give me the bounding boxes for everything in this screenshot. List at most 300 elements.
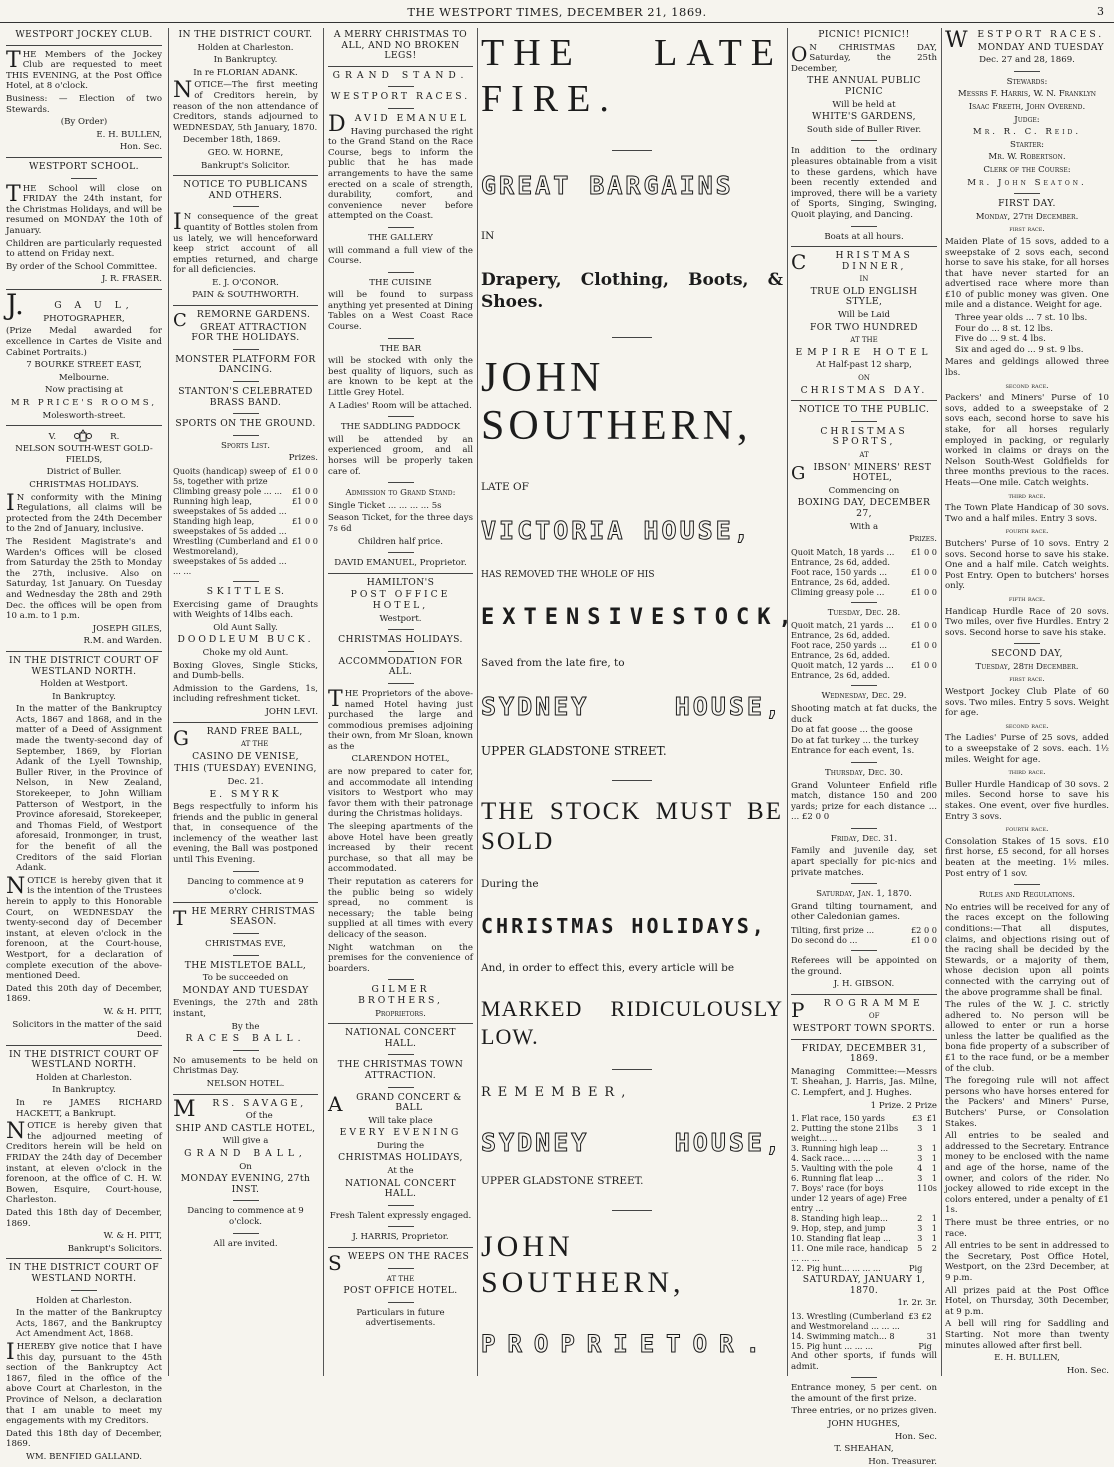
table-row: Climbing greasy pole ... ... £1 0 0 xyxy=(173,486,318,496)
in-text: IN xyxy=(481,230,495,242)
david-emanuel-signature: DAVID EMANUEL, Proprietor. xyxy=(334,558,467,569)
publicans-heading: NOTICE TO PUBLICANS AND OTHERS. xyxy=(183,179,308,201)
table-row: 8. Standing high leap... 2 1 xyxy=(791,1213,937,1224)
mrs-savage-dancing: Dancing to commence at 9 o'clock. xyxy=(187,1206,304,1227)
programme-signature: JOHN HUGHES, xyxy=(828,1418,900,1429)
westport-races-main-heading: WESTPORT RACES. xyxy=(945,28,1105,53)
table-row: 4. Sack race... ... ... 3 1 xyxy=(791,1153,937,1164)
cremorne-prize-table xyxy=(173,466,318,576)
stewards-names: Messrs F. Harris, W. N. Franklyn xyxy=(957,89,1097,100)
upper-gladstone-2: UPPER GLADSTONE STREET. xyxy=(481,1175,644,1187)
starter-name: Mr. W. Robertson. xyxy=(988,152,1066,163)
table-row: Quoit Match, 18 yards ... Entrance, 2s 6d, added. £1 0 0 xyxy=(791,546,937,567)
sports-with: With a xyxy=(849,521,879,532)
table-row: Wrestling (Cumberland and Westmoreland), sweepstakes of 5s added ... ... ... £1 0 0 xyxy=(173,536,318,576)
picnic-held: Will be held at xyxy=(832,99,896,110)
masthead xyxy=(0,0,1114,23)
court-3-held: Holden at Charleston. xyxy=(35,1295,133,1306)
race-3-heading: third race. xyxy=(1008,490,1046,500)
table-row: Quoit match, 12 yards ... Entrance, 2s 6d, added. £1 0 0 xyxy=(791,660,937,681)
mistletoe-succ: To be succeeded on xyxy=(202,973,289,984)
goldfields-signature: JOSEPH GILES, xyxy=(92,623,162,634)
second-day-date: Tuesday, 28th December. xyxy=(975,661,1079,672)
dinner-day: CHRISTMAS DAY. xyxy=(800,384,928,396)
programme-entrance: Entrance money, 5 per cent. on the amount of the first prize. xyxy=(791,1383,937,1404)
sports-friday: Friday, Dec. 31. xyxy=(830,833,898,844)
races-date: Dec. 27 and 28, 1869. xyxy=(979,55,1075,66)
cremorne-list: Sports List. xyxy=(220,440,271,451)
grand-ball-name: E. SMYRK xyxy=(209,788,282,800)
judge-label: Judge: xyxy=(1014,114,1040,125)
cremorne-sports: SPORTS ON THE GROUND. xyxy=(175,418,316,430)
day2-race-4-heading: fourth race. xyxy=(1005,824,1049,834)
district-court-notice: NOTICE—The first meeting of Creditors herein, by reason of the non attendance of Creditors, stands adjourned to WEDNESDAY, 5th January, 1870. xyxy=(173,78,318,133)
grand-ball-this: THIS (TUESDAY) EVENING, xyxy=(174,763,317,775)
sports-wednesday: Wednesday, Dec. 29. xyxy=(821,691,907,702)
hamiltons-body-4: Their reputation as caterers for the public being so widely spread, no comment is necessary; the table being supplied at all times with every delicacy of the season. xyxy=(328,877,473,940)
grand-ball-body: Begs respectfully to inform his friends and the public in general that, in consequence of the inclemency of the weather last evening, the Ball was postponed until This Evening. xyxy=(173,802,318,866)
race-1-weights: Three year olds ... 7 st. 10 lbs. Four do ... 8 st. 12 lbs. Five do ... 9 st. 4 lbs. Six and aged do ... 9 st. 9 lbs. xyxy=(955,313,1088,355)
jockey-club-notice: THE Members of the Jockey Club are requested to meet THIS EVENING, at the Post Office Hotel, at 8 o'clock. xyxy=(6,47,162,92)
court-1-heading: IN THE DISTRICT COURT OF WESTLAND NORTH. xyxy=(8,654,159,677)
nelson-hotel: NELSON HOTEL. xyxy=(206,1078,285,1089)
races-ball: RACES BALL. xyxy=(185,1033,306,1045)
table-row: 2. Putting the stone 21lbs weight... ... 3 1 xyxy=(791,1123,937,1144)
court-3-signature: WM. BENFIED GALLAND. xyxy=(26,1451,142,1462)
rules-4: All entries to be sealed and addressed to the Secretary. Entrance money to be enclosed with the name and age of the horse, name of the owner, and colors of the rider. No jockey allowed to ride except in the colors entered, under a penalty of £1 1s. xyxy=(945,1131,1109,1216)
cremorne-prizes: Prizes. xyxy=(288,453,318,464)
stewards-label: Stewards: xyxy=(1006,76,1048,87)
cremorne-skittles: S K I T T L E S. xyxy=(206,586,285,597)
column-6 xyxy=(945,28,1109,1376)
paddock-body: will be attended by an experienced groom, and all horses will be properly taken care of. xyxy=(328,434,473,477)
court-1-notice: NOTICE is hereby given that it is the intention of the Trustees herein to apply to this Honorable Court, on WEDNESDAY the twenty-second day of December instant, at eleven o'clock in the forenoon, at the Court-house, Westport, for a declaration of complete execution of the above-mentioned Deed. xyxy=(6,873,162,982)
school-heading: WESTPORT SCHOOL. xyxy=(29,160,139,172)
table-row: 3. Running high leap ... 3 1 xyxy=(791,1143,937,1154)
column-1 xyxy=(6,28,162,1462)
cremorne-admission: Admission to the Gardens, 1s, including refreshment ticket. xyxy=(173,683,318,705)
john-southern-name: JOHN SOUTHERN, xyxy=(481,355,752,449)
day2-race-3-body: Buller Hurdle Handicap of 30 sovs. 2 miles. Second horse to save his stakes. One event, over five hurdles. Entry 3 sovs. xyxy=(945,779,1109,822)
christmas-sports-heading: CHRISTMAS SPORTS, xyxy=(820,425,908,448)
table-row: 11. One mile race, handicap ... ... ... 5 2 xyxy=(791,1243,937,1264)
gallery-body: will command a full view of the Course. xyxy=(328,245,473,267)
programme-heading: P ROGRAMME xyxy=(791,997,925,1022)
sydney-house-2: SYDNEY HOUSE, xyxy=(481,1128,783,1157)
cremorne-heading: C REMORNE GARDENS. xyxy=(173,309,311,332)
hamiltons-body-5: Night watchman on the premises for the convenience of boarders. xyxy=(328,942,473,974)
concert-hall-heading: NATIONAL CONCERT HALL. xyxy=(345,1027,456,1049)
rules-1: No entries will be received for any of the races except on the following conditions:—That all disputes, claims, and objections rising out of the racing shall be decided by the Stewards, or a majority of them, whose decision upon all points connected with the carrying out of the above programme shall be final. xyxy=(945,902,1109,998)
jockey-club-order: (By Order) xyxy=(60,117,108,128)
court-2-notice: NOTICE is hereby given that the adjourned meeting of Creditors herein will be held on FRIDAY the 24th day of December instant, at eleven o'clock in the forenoon, at the office of C. H. W. Bowen, Esquire, Court-house, Charleston. xyxy=(6,1119,162,1206)
sweeps-particulars: Particulars in future advertisements. xyxy=(356,1307,445,1329)
programme-signature-title: Hon. Sec. xyxy=(894,1431,937,1442)
mrs-savage-ball: GRAND BALL, xyxy=(184,1147,307,1159)
hamiltons-city: Westport. xyxy=(379,613,422,624)
ship-castle-hotel: SHIP AND CASTLE HOTEL, xyxy=(175,1122,316,1134)
concert-at: At the xyxy=(387,1166,414,1177)
sports-table-2 xyxy=(791,620,937,680)
boxing-day: BOXING DAY, DECEMBER 27, xyxy=(797,497,931,519)
jockey-club-business: Business: — Election of two Stewards. xyxy=(6,93,162,115)
jockey-club-signature-title: Hon. Sec. xyxy=(119,142,162,153)
programme-of: OF xyxy=(868,1012,880,1021)
rules-3: The foregoing rule will not affect persons who have horses entered for the Packers' and Miners' Purse, Butchers' Purse, or Consolation Stakes. xyxy=(945,1076,1109,1129)
christmas-eve: CHRISTMAS EVE, xyxy=(205,939,286,950)
mrs-savage-of: Of the xyxy=(245,1111,273,1122)
district-court-signature-title: Bankrupt's Solicitor. xyxy=(201,160,290,171)
judge-name: Mr. R. C. Reid. xyxy=(972,127,1082,138)
admission-single: Single Ticket ... ... ... ... 5s xyxy=(328,500,442,511)
district-court-heading: IN THE DISTRICT COURT. xyxy=(178,29,313,40)
picnic-heading: PICNIC! PICNIC!! xyxy=(818,29,910,40)
newspaper-title: THE WESTPORT TIMES, DECEMBER 21, 1869. xyxy=(407,5,707,19)
dinner-on: ON xyxy=(858,374,870,383)
sports-table-1 xyxy=(791,547,937,597)
concert-hall: NATIONAL CONCERT HALL. xyxy=(345,1177,456,1200)
first-day-date: Monday, 27th December. xyxy=(975,211,1079,222)
school-notice-3: By order of the School Committee. xyxy=(6,261,158,272)
dinner-for: FOR TWO HUNDRED xyxy=(810,321,918,333)
cremorne-band: STANTON'S CELEBRATED BRASS BAND. xyxy=(178,386,313,408)
court-1-held: Holden at Westport. xyxy=(40,679,128,690)
christmas-dinner-heading: C HRISTMAS DINNER, xyxy=(791,250,913,275)
saved-text: Saved from the late fire, to xyxy=(481,657,625,669)
dinner-at: AT THE xyxy=(850,336,878,345)
sports-referees: Referees will be appointed on the ground. xyxy=(791,956,937,977)
rules-7: All prizes paid at the Post Office Hotel, on Thursday, 30th December, at 9 p.m. xyxy=(945,1285,1109,1317)
court-3-dated: Dated this 18th day of December, 1869. xyxy=(6,1428,162,1450)
rules-6: All entries to be sent in addressed to the Secretary, Post Office Hotel, Westport, on the 23rd December, at 9 p.m. xyxy=(945,1241,1109,1283)
column-rule xyxy=(941,28,942,1376)
bar-body: will be stocked with only the best quality of liquors, such as are known to be kept at the Little Grey Hotel. xyxy=(328,356,473,399)
programme-saturday: SATURDAY, JANUARY 1, 1870. xyxy=(802,1274,926,1296)
merry-christmas-heading: THE MERRY CHRISTMAS SEASON. xyxy=(173,905,316,930)
day2-race-4-body: Consolation Stakes of 15 sovs. £10 first horse, £5 second, for all horses beaten at the meeting. 1½ miles. Post entry of 1 sov. xyxy=(945,836,1109,879)
district-court-signature: GEO. W. HORNE, xyxy=(207,147,284,158)
district-court-held: Holden at Charleston. xyxy=(197,42,294,53)
hamiltons-holidays: CHRISTMAS HOLIDAYS. xyxy=(338,634,463,646)
court-3-notice: IHEREBY give notice that I have this day, pursuant to the 45th section of the Bankruptcy Act 1867, filed in the office of the above Court at Charleston, in the Province of Nelson, a declaration that I am unable to meet my engagements with my Creditors. xyxy=(6,1339,162,1427)
clerk-label: Clerk of the Course: xyxy=(983,164,1071,175)
school-notice-2: Children are particularly requested to attend on Friday next. xyxy=(6,238,162,260)
court-1-signature: W. & H. PITT, xyxy=(103,1006,162,1017)
clarendon-hotel: CLARENDON HOTEL, xyxy=(351,754,450,765)
court-2-bankruptcy: In Bankruptcy. xyxy=(52,1085,116,1096)
bar-heading: THE BAR xyxy=(379,343,422,354)
goldfields-holidays: CHRISTMAS HOLIDAYS. xyxy=(29,480,139,490)
christmas-holidays-banner: CHRISTMAS HOLIDAYS, xyxy=(481,914,767,938)
mrs-savage-give: Will give a xyxy=(222,1136,269,1147)
race-4-body: Butchers' Purse of 10 sovs. Entry 2 sovs. Second horse to save his stake. One and a half mile. Catch weights. Post Entry. Open to butchers' horses only. xyxy=(945,538,1109,592)
remember: REMEMBER, xyxy=(481,1085,633,1100)
races-days: MONDAY AND TUESDAY xyxy=(977,41,1104,53)
programme-three: Three entries, or no prizes given. xyxy=(791,1406,937,1417)
race-5-heading: fifth race. xyxy=(1008,593,1046,603)
district-court-date: December 18th, 1869. xyxy=(183,135,281,146)
court-1-dated: Dated this 20th day of December, 1869. xyxy=(6,983,162,1005)
cremorne-signature: JOHN LEVI. xyxy=(265,706,318,717)
late-fire-heading: THE LATE FIRE. xyxy=(481,32,783,120)
post-office-hotel: POST OFFICE HOTEL, xyxy=(350,589,451,611)
photographer-heading: J. G A U L, xyxy=(6,287,134,321)
marked-low: MARKED RIDICULOUSLY LOW. xyxy=(481,996,783,1049)
sweeps-at: AT THE xyxy=(386,1274,415,1283)
cremorne-sally: Old Aunt Sally. xyxy=(213,622,278,633)
cremorne-draughts: Exercising game of Draughts with Weights of 14lbs each. xyxy=(173,599,318,621)
photographer-city: Melbourne. xyxy=(58,372,110,383)
photographer-body: (Prize Medal awarded for excellence in Cartes de Visite and Cabinet Portraits.) xyxy=(6,326,162,358)
mistletoe-by: By the xyxy=(231,1021,260,1032)
sports-saturday: Saturday, Jan. 1, 1870. xyxy=(816,889,912,900)
column-rule xyxy=(477,28,478,1376)
mrs-savage-invited: All are invited. xyxy=(213,1238,278,1249)
sports-tilting-table xyxy=(791,925,937,945)
cremorne-doodleum: DOODLEUM BUCK. xyxy=(177,634,314,646)
photographer-address: 7 BOURKE STREET EAST, xyxy=(26,360,142,371)
day2-race-1-body: Westport Jockey Club Plate of 60 sovs. Two miles. Entry 5 sovs. Weight for age. xyxy=(945,687,1109,719)
rules-2: The rules of the W. J. C. strictly adhered to. No person will be allowed to enter or run a horse unless the latter be qualified as the bona fide property of a subscriber of £1 to the race fund, or be a member of the club. xyxy=(945,1000,1109,1074)
sports-friday-body: Family and juvenile day, set apart specially for pic-nics and private matches. xyxy=(791,846,937,878)
programme-prize-header-2: 1r. 2r. 3r. xyxy=(897,1298,937,1309)
sports-tuesday: Tuesday, Dec. 28. xyxy=(827,607,901,618)
column-2 xyxy=(173,28,318,1376)
first-day-heading: FIRST DAY. xyxy=(998,198,1056,210)
day2-race-1-heading: first race. xyxy=(1009,674,1045,684)
grand-stand-heading: GRAND STAND. xyxy=(332,69,469,81)
jockey-club-heading: WESTPORT JOCKEY CLUB. xyxy=(15,29,153,40)
late-of: LATE OF xyxy=(481,481,529,493)
gallery-heading: THE GALLERY xyxy=(368,232,433,243)
concert-place: Will take place xyxy=(368,1115,433,1126)
mrs-savage-monday: MONDAY EVENING, 27th INST. xyxy=(180,1173,311,1195)
table-row: Do second do ... £1 0 0 xyxy=(791,935,937,946)
concert-signature: J. HARRIS, Proprietor. xyxy=(352,1232,449,1243)
publicans-signature-2: PAIN & SOUTHWORTH. xyxy=(192,290,299,301)
court-3-heading: IN THE DISTRICT COURT OF WESTLAND NORTH. xyxy=(8,1262,159,1284)
merry-christmas-to-all: A MERRY CHRISTMAS TO ALL, AND NO BROKEN LEGS! xyxy=(333,29,468,62)
picnic-body: O N CHRISTMAS DAY, Saturday, the 25th December, xyxy=(791,41,937,74)
admission-heading: Admission to Grand Stand: xyxy=(345,488,456,499)
goldfields-notice: I N conformity with the Mining Regulations, all claims will be protected from the 24th December to the 2nd of January, inclusive. xyxy=(6,490,162,535)
sweeps-heading: SWEEPS ON THE RACES xyxy=(328,1251,470,1276)
hamiltons-body-3: The sleeping apartments of the above Hotel have been greatly increased by their recent purchase, so that all may be accommodated. xyxy=(328,822,473,875)
gibson-hotel: GIBSON' MINERS' REST HOTEL, xyxy=(791,461,932,484)
drapery-line: Drapery, Clothing, Boots, & Shoes. xyxy=(481,270,783,312)
photographer-rooms: MR PRICE'S ROOMS, xyxy=(10,398,158,409)
goldfields-notice-2: The Resident Magistrate's and Warden's Offices will be closed from Saturday the 25th to Monday the 27th, inclusive. Also on Saturday, 1st January. On Tuesday and Wednesday the 28th and 29th Dec. the offices will be open from 10 a.m. to 1 p.m. xyxy=(6,536,162,622)
hamiltons-body: THE Proprietors of the above-named Hotel having just purchased the large and commodious premises adjoining their own, from Mr Sloan, known as the xyxy=(328,686,473,752)
concert-every: EVERY EVENING xyxy=(339,1127,462,1139)
court-2-re: In re JAMES RICHARD HACKETT, a Bankrupt. xyxy=(16,1098,162,1119)
school-notice: THE School will close on FRIDAY the 24th instant, for the Christmas Holidays, and will be resumed on MONDAY the 10th of January. xyxy=(6,181,162,236)
races-signature-title: Hon. Sec. xyxy=(1066,1365,1109,1376)
programme-treasurer: T. SHEAHAN, xyxy=(834,1444,894,1455)
david-emanuel-heading: DAVID EMANUEL xyxy=(328,111,469,137)
gilmer-brothers: GILMER BROTHERS, xyxy=(358,984,443,1006)
district-court-bankruptcy: In Bankruptcy. xyxy=(213,55,278,66)
table-row: Running high leap, sweepstakes of 5s added ... £1 0 0 xyxy=(173,496,318,516)
concert-grand: A GRAND CONCERT & BALL xyxy=(328,1091,462,1116)
extensive-stock: EXTENSIVE STOCK, xyxy=(481,605,800,630)
grand-ball-casino: CASINO DE VENISE, xyxy=(192,750,299,762)
table-row: 9. Hop, step, and jump 3 1 xyxy=(791,1223,937,1234)
race-3-body: The Town Plate Handicap of 30 sovs. Two and a half miles. Entry 3 sovs. xyxy=(945,503,1109,524)
cuisine-body: will be found to surpass anything yet presented at Dining Tables on a West Coast Race Course. xyxy=(328,290,473,333)
cremorne-monster: MONSTER PLATFORM FOR DANCING. xyxy=(175,353,316,376)
great-bargains: GREAT BARGAINS xyxy=(481,171,734,200)
programme-table-2 xyxy=(791,1311,937,1351)
mrs-savage-on: On xyxy=(239,1161,252,1172)
court-2-signature: W. & H. PITT, xyxy=(103,1231,162,1242)
gilmer-proprietors: Proprietors. xyxy=(375,1008,426,1019)
removed-text: HAS REMOVED THE WHOLE OF HIS xyxy=(481,570,655,580)
table-row: 13. Wrestling (Cumberland and Westmoreland ... ... ... £3 £2 xyxy=(791,1310,932,1331)
grand-ball-heading: G RAND FREE BALL, xyxy=(173,725,303,750)
rules-heading: Rules and Regulations. xyxy=(979,890,1075,901)
table-row: 5. Vaulting with the pole 4 1 xyxy=(791,1163,937,1174)
admission-children: Children half price. xyxy=(358,536,443,547)
rules-8: A bell will ring for Saddling and Starting. Not more than twenty minutes allowed after first bell. xyxy=(945,1319,1109,1351)
grand-ball-at: AT THE xyxy=(240,740,269,749)
programme-other: And other sports, if funds will admit. xyxy=(791,1350,937,1372)
sports-saturday-body: Grand tilting tournament, and other Caledonian games. xyxy=(791,901,937,923)
grand-ball-dancing: Dancing to commence at 9 o'clock. xyxy=(187,876,304,898)
table-row: Standing high leap, sweepstakes of 5s added ... £1 0 0 xyxy=(173,516,318,536)
sports-thursday: Thursday, Dec. 30. xyxy=(825,767,903,778)
page-number: 3 xyxy=(1097,5,1104,18)
programme-date: FRIDAY, DECEMBER 31, 1869. xyxy=(801,1042,927,1065)
goldfields-heading: NELSON SOUTH-WEST GOLD-FIELDS, xyxy=(15,444,153,465)
publicans-notice: I N consequence of the great quantity of Bottles stolen from us lately, we will henceforward keep strict account of all empties returned, and charge for all deficiencies. xyxy=(173,210,318,276)
race-4-heading: fourth race. xyxy=(1005,526,1049,536)
court-3-body: In the matter of the Bankruptcy Acts, 1867, and the Bankruptcy Act Amendment Act, 1868. xyxy=(16,1308,162,1340)
proprietor: PROPRIETOR. xyxy=(481,1330,772,1358)
royal-crest-icon xyxy=(74,430,92,444)
dinner-laid: Will be Laid xyxy=(837,310,891,321)
jockey-club-signature: E. H. BULLEN, xyxy=(96,129,162,140)
town-sports: WESTPORT TOWN SPORTS. xyxy=(792,1023,936,1034)
stock-must-be-sold: THE STOCK MUST BE SOLD xyxy=(481,798,783,855)
court-2-signature-title: Bankrupt's Solicitors. xyxy=(67,1243,162,1254)
programme-committee: Managing Committee:—Messrs T. Sheahan, J. Harris, Jas. Milne, C. Lempfert, and J. Hughes. xyxy=(791,1066,937,1098)
hamiltons-heading: HAMILTON'S xyxy=(366,576,435,588)
district-court-re: In re FLORIAN ADANK. xyxy=(193,67,298,78)
grand-ball-date: Dec. 21. xyxy=(227,776,264,787)
table-row: 15. Pig hunt ... ... ... Pig xyxy=(791,1340,932,1351)
column-rule xyxy=(323,28,324,1376)
goldfields-signature-title: R.M. and Warden. xyxy=(83,636,162,647)
programme-prize-header: 1 Prize. 2 Prize xyxy=(870,1100,937,1111)
concert-attraction: THE CHRISTMAS TOWN ATTRACTION. xyxy=(337,1059,464,1081)
court-1-bankruptcy: In Bankruptcy. xyxy=(52,691,116,702)
concert-holidays: CHRISTMAS HOLIDAYS, xyxy=(338,1152,463,1164)
column-3 xyxy=(328,28,473,1376)
clerk-name: Mr. John Seaton. xyxy=(967,177,1087,188)
race-1-mares: Mares and geldings allowed three lbs. xyxy=(945,357,1109,379)
photographer-street: Molesworth-street. xyxy=(42,410,126,421)
table-row: 14. Swimming match... 8 3 1 xyxy=(791,1330,937,1341)
sports-wednesday-body: Shooting match at fat ducks, the duck Do at fat goose ... the goose Do at fat turkey ... the turkey Entrance for each event, 1s. xyxy=(791,703,937,757)
sports-prizes: Prizes. xyxy=(908,534,937,545)
court-2-held: Holden at Charleston. xyxy=(35,1072,133,1083)
cremorne-boxing: Boxing Gloves, Single Sticks, and Dumb-bells. xyxy=(173,660,318,682)
table-row: Climing greasy pole ... £1 0 0 xyxy=(791,586,937,597)
rules-5: There must be three entries, or no race. xyxy=(945,1217,1109,1239)
mistletoe-ball: THE MISTLETOE BALL, xyxy=(184,959,307,971)
paddock-heading: THE SADDLING PADDOCK xyxy=(340,422,461,433)
upper-gladstone-1: UPPER GLADSTONE STREET. xyxy=(481,744,667,758)
whites-gardens: WHITE'S GARDENS, xyxy=(812,111,916,123)
sports-at: AT xyxy=(859,451,869,459)
concert-talent: Fresh Talent expressly engaged. xyxy=(329,1210,472,1221)
column-rule xyxy=(787,28,788,1376)
dinner-style: TRUE OLD ENGLISH STYLE, xyxy=(810,285,918,308)
royal-crest-line: V. R. xyxy=(6,430,162,444)
programme-table xyxy=(791,1113,937,1273)
david-emanuel-body: Having purchased the right to the Grand Stand on the Race Course, begs to inform the public that he has made arrangements to have the same erected on a scale of strength, durability, comfort, and convenience never before attempted on the Coast. xyxy=(328,126,473,222)
picnic-boats: Boats at all hours. xyxy=(824,231,904,242)
sports-signature: J. H. GIBSON. xyxy=(833,979,895,990)
publicans-signature: E. J. O'CONOR. xyxy=(212,277,279,288)
hamiltons-accommodation: ACCOMMODATION FOR ALL. xyxy=(338,655,463,678)
picnic-body-2: In addition to the ordinary pleasures obtainable from a visit to these gardens, which have been recently extended and improved, there will be a variety of Sports, Singing, Swinging, Quoit playing, and Dancing. xyxy=(791,146,937,220)
goldfields-district: District of Buller. xyxy=(46,467,122,478)
court-2-dated: Dated this 18th day of December, 1869. xyxy=(6,1208,162,1229)
picnic-south: South side of Buller River. xyxy=(806,124,922,135)
second-day-heading: SECOND DAY, xyxy=(991,648,1063,660)
notice-to-public: NOTICE TO THE PUBLIC. xyxy=(798,404,930,416)
table-row: Foot race, 250 yards ... Entrance, 2s 6d, added. £1 0 0 xyxy=(791,640,937,661)
table-row: 1. Flat race, 150 yards £3 £1 xyxy=(791,1113,937,1124)
mrs-savage-heading: M RS. SAVAGE, xyxy=(173,1096,307,1122)
table-row: Quoits (handicap) sweep of 5s, together with prize £1 0 0 xyxy=(173,466,318,486)
dinner-time: At Half-past 12 sharp, xyxy=(816,360,912,371)
westport-races-heading: WESTPORT RACES. xyxy=(330,91,471,103)
sports-thursday-body: Grand Volunteer Enfield rifle match, distance 150 and 200 yards; prize for each distance ... ... £2 0 0 xyxy=(791,780,937,823)
school-signature: J. R. FRASER. xyxy=(101,274,162,285)
column-5 xyxy=(791,28,937,1467)
table-row: 7. Boys' race (for boys under 12 years of age) Free entry ... 1 10s xyxy=(791,1183,937,1214)
races-signature: E. H. BULLEN, xyxy=(994,1353,1060,1364)
race-2-body: Packers' and Miners' Purse of 10 sovs, added to a sweepstake of 2 sovs each, second horse to save his stake, for all horses regularly employed in packing, or regularly worked in claims or drays on the Nelson South-West Goldfields for three months previous to the races. Heats—One mile. Catch weights. xyxy=(945,393,1109,488)
programme-treasurer-title: Hon. Treasurer. xyxy=(868,1456,937,1467)
column-rule xyxy=(168,28,169,1376)
day2-race-2-heading: second race. xyxy=(1005,720,1049,730)
day2-race-2-body: The Ladies' Purse of 25 sovs, added to a sweepstake of 2 sovs. each. 1½ miles. Weight for age. xyxy=(945,733,1109,765)
race-2-heading: second race. xyxy=(1005,380,1049,390)
race-1-heading: first race. xyxy=(1009,224,1045,234)
race-5-body: Handicap Hurdle Race of 20 sovs. Two miles, over five Hurdles. Entry 2 sovs. Second horse to save his stake. xyxy=(945,606,1109,638)
starter-label: Starter: xyxy=(1009,139,1045,150)
table-row: Foot race, 150 yards ... Entrance, 2s 6d, added. £1 0 0 xyxy=(791,566,937,587)
race-1-body: Maiden Plate of 15 sovs, added to a sweepstake of 2 sovs each, second horse to save his stake, for all horses that have never started for an advertised race where more than £10 of public money was given. One mile and a distance. Weight for age. xyxy=(945,236,1109,311)
court-1-body: In the matter of the Bankruptcy Acts, 1867 and 1868, and in the matter of a Deed of Assignment made the twenty-second day of September, 1869, by Florian Adank of the Lyell Township, Buller River, in the Province of Nelson, in New Zealand, Storekeeper, to John William Patterson of Westport, in the Province aforesaid, Storekeeper, and Thomas Field, of Westport aforesaid, Ironmonger, in trust, for the benefit of all the Creditors of the said Florian Adank. xyxy=(16,704,162,874)
victoria-house: VICTORIA HOUSE, xyxy=(481,516,752,545)
mistletoe-evenings: Evenings, the 27th and 28th instant, xyxy=(173,998,318,1019)
during-the: During the xyxy=(481,878,539,890)
court-2-heading: IN THE DISTRICT COURT OF WESTLAND NORTH. xyxy=(8,1048,159,1071)
mistletoe-days: MONDAY AND TUESDAY xyxy=(182,984,309,996)
cremorne-choke: Choke my old Aunt. xyxy=(202,647,289,658)
table-row: Quoit match, 21 yards ... Entrance, 2s 6d, added. £1 0 0 xyxy=(791,620,937,641)
photographer-now: Now practising at xyxy=(44,385,124,396)
table-row: Tilting, first prize ... £2 0 0 xyxy=(791,925,937,936)
table-row: 10. Standing flat leap ... 3 1 xyxy=(791,1233,937,1244)
cremorne-sub: GREAT ATTRACTION FOR THE HOLIDAYS. xyxy=(191,321,308,344)
no-amusements: No amusements to be held on Christmas Day. xyxy=(173,1055,318,1077)
